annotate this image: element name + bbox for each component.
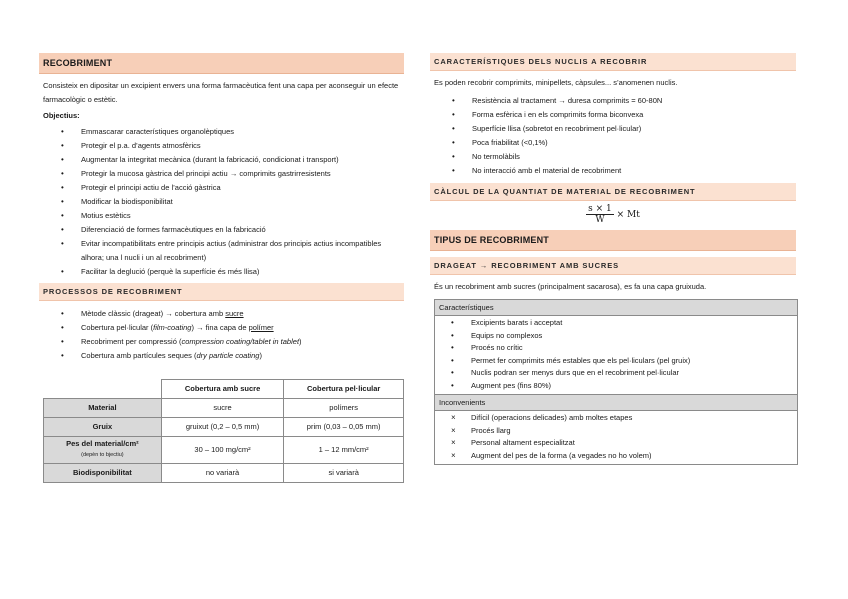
drageat-incon-list bbox=[435, 411, 797, 464]
section-title-calcul: CÀLCUL DE LA QUANTIAT DE MATERIAL DE RECOBRIMENT bbox=[430, 183, 796, 201]
objectius-list bbox=[39, 125, 404, 279]
list-item: • Augment pes (fins 80%) bbox=[451, 380, 797, 393]
section-title-recobriment: RECOBRIMENT bbox=[39, 53, 404, 74]
list-item: • Mètode clàssic (drageat) → cobertura amb sucre bbox=[61, 307, 404, 321]
list-item: • Evitar incompatibilitats entre principis actius (administrar dos principis actius incompatibles alhora; una l nucli i un al recobriment) bbox=[61, 237, 404, 265]
section-title-caracteristiques: CARACTERÍSTIQUES DELS NUCLIS A RECOBRIR bbox=[430, 53, 796, 71]
list-item: • Resistència al tractament → duresa comprimits = 60-80N bbox=[452, 94, 796, 108]
table-row: Biodisponibilitat no variarà si variarà bbox=[44, 463, 404, 482]
caracteristiques-label: Característiques bbox=[435, 300, 797, 316]
caracteristiques-list bbox=[430, 94, 796, 178]
table-row: Gruix gruixut (0,2 – 0,5 mm) prim (0,03 – 0,05 mm) bbox=[44, 417, 404, 436]
drageat-box bbox=[434, 299, 798, 465]
list-item: • Emmascarar característiques organolèptiques bbox=[61, 125, 404, 139]
list-item: × Augment del pes de la forma (a vegades no ho volem) bbox=[451, 450, 797, 463]
list-item: • Protegir la mucosa gàstrica del principi actiu → comprimits gastrirresistents bbox=[61, 167, 404, 181]
caracteristiques-intro: Es poden recobrir comprimits, minipellets, càpsules... s’anomenen nuclis. bbox=[434, 78, 678, 87]
list-item: • Motius estètics bbox=[61, 209, 404, 223]
drageat-intro: És un recobriment amb sucres (principalment sacarosa), es fa una capa gruixuda. bbox=[434, 281, 707, 291]
list-item: • Procés no crític bbox=[451, 342, 797, 355]
list-item: • Permet fer comprimits més estables que els pel·liculars (pel gruix) bbox=[451, 355, 797, 368]
section-title-tipus: TIPUS DE RECOBRIMENT bbox=[430, 230, 796, 251]
right-column bbox=[430, 53, 796, 465]
list-item: • Modificar la biodisponibilitat bbox=[61, 195, 404, 209]
list-item: • No interacció amb el material de recobriment bbox=[452, 164, 796, 178]
list-item: • Nuclis podran ser menys durs que en el recobriment pel·licular bbox=[451, 367, 797, 380]
list-item: • Cobertura pel·licular (film-coating) → fina capa de polímer bbox=[61, 321, 404, 335]
list-item: • Forma esfèrica i en els comprimits forma biconvexa bbox=[452, 108, 796, 122]
list-item: • Augmentar la integritat mecànica (durant la fabricació, condicionat i transport) bbox=[61, 153, 404, 167]
list-item: • Protegir el principi actiu de l’acció gàstrica bbox=[61, 181, 404, 195]
definition-text: Consisteix en dipositar un excipient envers una forma farmacèutica fent una capa per aconseguir un efecte farmacològic o estètic. bbox=[43, 81, 399, 104]
list-item: • Cobertura amb partícules seques (dry particle coating) bbox=[61, 349, 404, 363]
list-item: • Facilitar la deglució (perquè la superfície és més llisa) bbox=[61, 265, 404, 279]
formula-denominator: W bbox=[595, 214, 605, 225]
formula-numerator: s × 1 bbox=[588, 203, 612, 214]
drageat-caract-list bbox=[435, 316, 797, 394]
table-header: Cobertura amb sucre bbox=[161, 379, 284, 398]
list-item: × Procés llarg bbox=[451, 425, 797, 438]
formula-tail: × Mt bbox=[616, 209, 640, 220]
subsection-title-drageat: DRAGEAT → RECOBRIMENT AMB SUCRES bbox=[430, 257, 796, 275]
table-row: Pes del material/cm² (depèn to bjectiu) 30 – 100 mg/cm² 1 – 12 mm/cm² bbox=[44, 436, 404, 463]
list-item: • Superfície llisa (sobretot en recobriment pel·licular) bbox=[452, 122, 796, 136]
list-item: • Equips no complexos bbox=[451, 330, 797, 343]
list-item: × Difícil (operacions delicades) amb moltes etapes bbox=[451, 412, 797, 425]
formula bbox=[430, 204, 796, 225]
list-item: • No termolàbils bbox=[452, 150, 796, 164]
list-item: • Diferenciació de formes farmacèutiques en la fabricació bbox=[61, 223, 404, 237]
objectius-label: Objectius: bbox=[43, 111, 80, 120]
comparison-table bbox=[43, 379, 404, 483]
table-header: Cobertura pel·licular bbox=[284, 379, 404, 398]
left-column bbox=[39, 53, 404, 483]
processos-list bbox=[39, 307, 404, 363]
list-item: • Excipients barats i acceptat bbox=[451, 317, 797, 330]
list-item: × Personal altament especialitzat bbox=[451, 437, 797, 450]
list-item: • Protegir el p.a. d’agents atmosfèrics bbox=[61, 139, 404, 153]
inconvenients-label: Inconvenients bbox=[435, 394, 797, 411]
list-item: • Recobriment per compressió (compression coating/tablet in tablet) bbox=[61, 335, 404, 349]
section-title-processos: PROCESSOS DE RECOBRIMENT bbox=[39, 283, 404, 301]
table-row: Material sucre polímers bbox=[44, 398, 404, 417]
list-item: • Poca friabilitat (<0,1%) bbox=[452, 136, 796, 150]
